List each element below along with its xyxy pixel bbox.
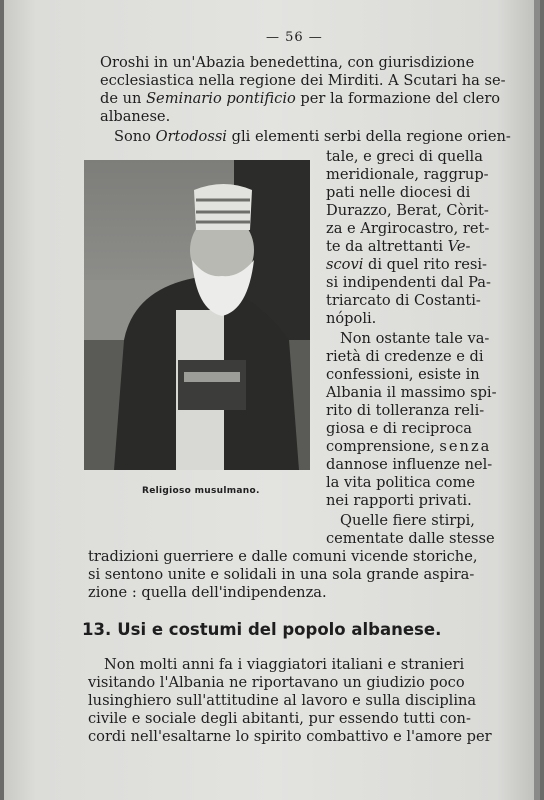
section-number: 13.	[82, 620, 112, 639]
text-line: cementate dalle stesse	[326, 530, 495, 547]
text-line: rito di tolleranza reli-	[326, 402, 485, 419]
text-line: Non molti anni fa i viaggiatori italiani e stranieri	[104, 656, 465, 673]
text-line: la vita politica come	[326, 474, 476, 491]
text-line: si indipendenti dal Pa-	[326, 274, 491, 291]
religious-man-photo	[84, 160, 310, 470]
text-line: nei rapporti privati.	[326, 492, 472, 509]
text-line: cordi nell'esaltarne lo spirito combattivo e l'amore per	[88, 728, 492, 745]
page-number: — 56 —	[266, 30, 323, 45]
text-line: Albania il massimo spi-	[326, 384, 497, 401]
portrait-photo	[84, 160, 310, 470]
text-line: visitando l'Albania ne riportavano un giudizio poco	[88, 674, 465, 691]
text-line: zione : quella dell'indipendenza.	[88, 584, 327, 601]
text-line: meridionale, raggrup-	[326, 166, 489, 183]
text-line: Oroshi in un'Abazia benedettina, con giurisdizione	[100, 54, 475, 71]
section-heading	[82, 620, 441, 639]
page-edge	[534, 0, 540, 800]
text-line: albanese.	[100, 108, 171, 125]
text-line: rietà di credenze e di	[326, 348, 484, 365]
text-line: Sono Ortodossi gli elementi serbi della regione orien-	[114, 128, 511, 145]
text-line: dannose influenze nel-	[326, 456, 493, 473]
text-line: pati nelle diocesi di	[326, 184, 471, 201]
text-line: Non ostante tale va-	[340, 330, 490, 347]
text-line: za e Argirocastro, ret-	[326, 220, 490, 237]
book-page	[4, 0, 540, 800]
text-line: comprensione, senza	[326, 438, 492, 455]
text-line: te da altrettanti Ve-	[326, 238, 471, 255]
photo-caption: Religioso musulmano.	[142, 486, 260, 496]
text-line: de un Seminario pontificio per la formazione del clero	[100, 90, 501, 107]
text-line: civile e sociale degli abitanti, pur essendo tutti con-	[88, 710, 471, 727]
text-line: giosa e di reciproca	[326, 420, 472, 437]
text-line: tale, e greci di quella	[326, 148, 483, 165]
text-line: tradizioni guerriere e dalle comuni vicende storiche,	[88, 548, 478, 565]
text-line: Quelle fiere stirpi,	[340, 512, 475, 529]
section-title: Usi e costumi del popolo albanese.	[117, 620, 442, 639]
text-line: ecclesiastica nella regione dei Mirditi. A Scutari ha se-	[100, 72, 506, 89]
text-line: nópoli.	[326, 310, 377, 327]
text-line: lusinghiero sull'attitudine al lavoro e sulla disciplina	[88, 692, 477, 709]
text-line: si sentono unite e solidali in una sola grande aspira-	[88, 566, 475, 583]
text-line: confessioni, esiste in	[326, 366, 480, 383]
text-line: scovi di quel rito resi-	[326, 256, 487, 273]
text-line: Durazzo, Berat, Còrit-	[326, 202, 489, 219]
text-line: triarcato di Costanti-	[326, 292, 481, 309]
